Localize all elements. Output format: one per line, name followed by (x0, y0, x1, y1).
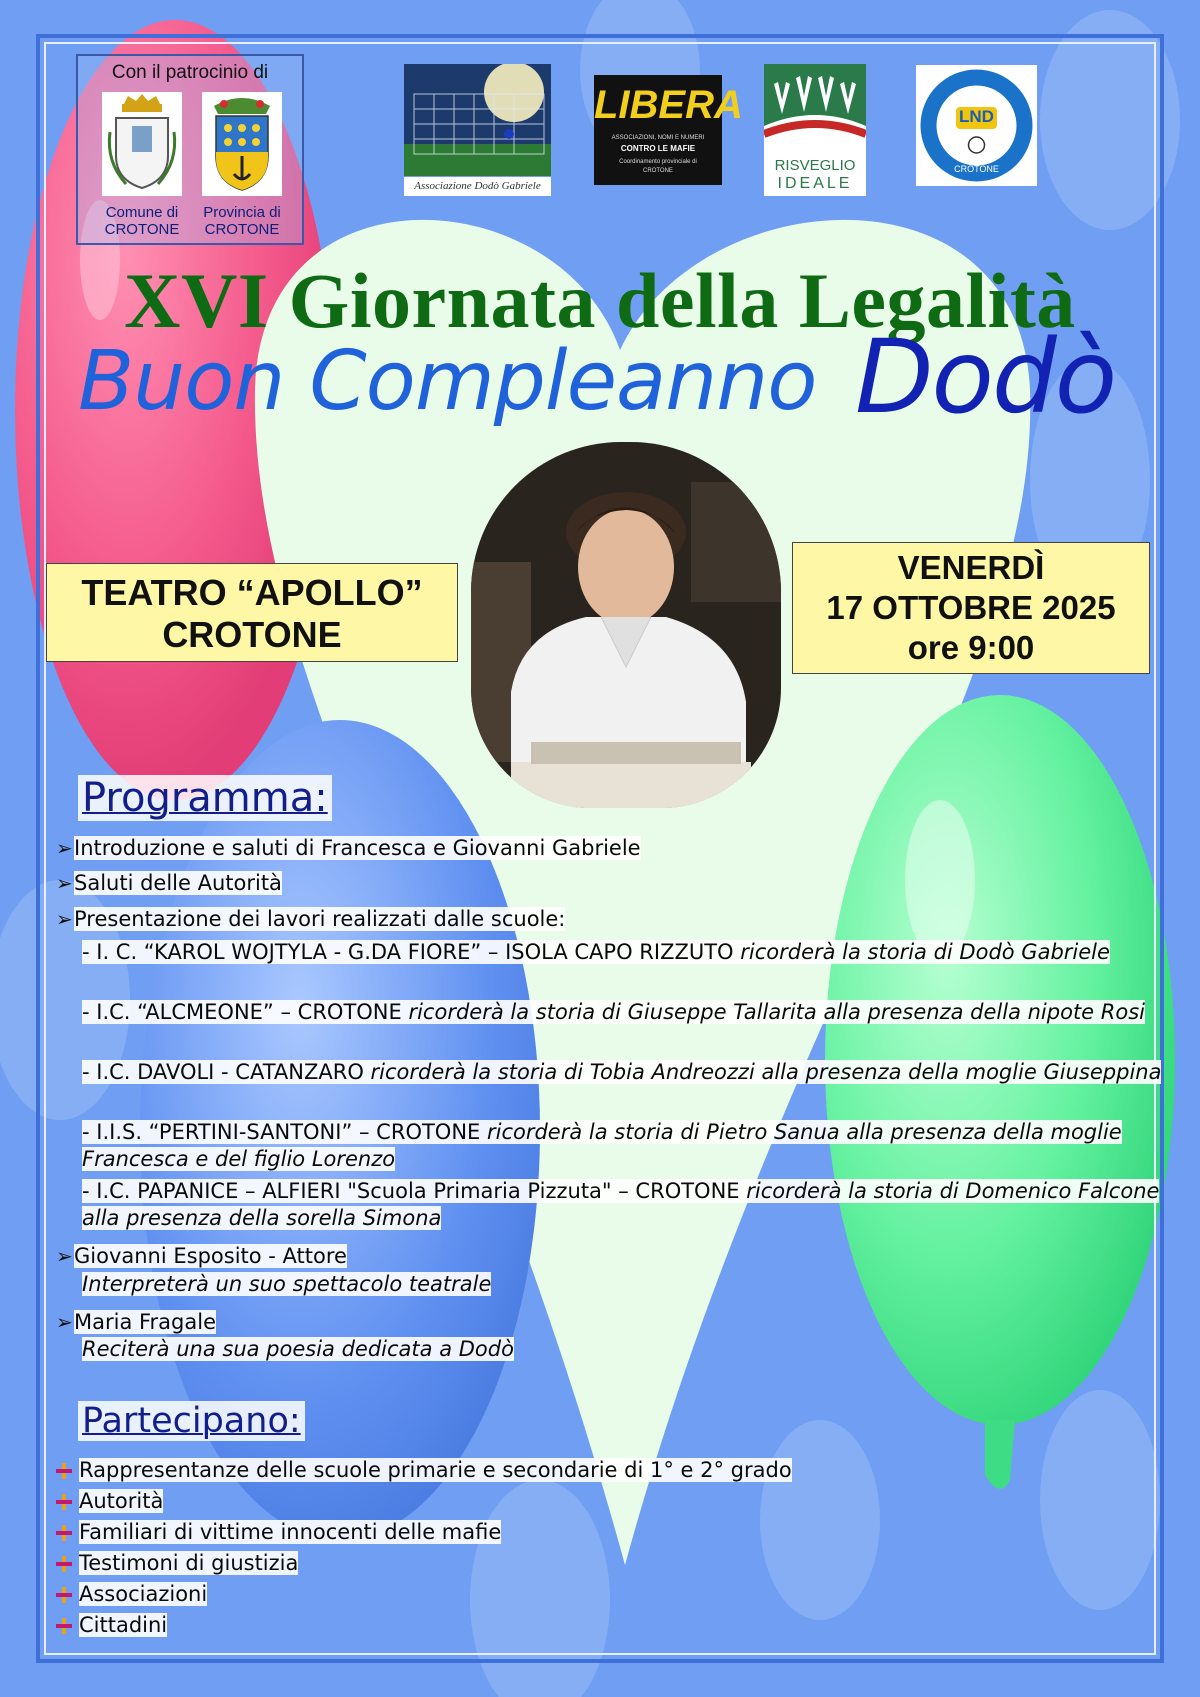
people-figures-icon (764, 64, 866, 154)
risveglio-ideale-logo (764, 64, 866, 196)
school-note: ricorderà la storia di Giuseppe Tallarita alla presenza della nipote Rosi (408, 1000, 1145, 1024)
school-note: ricorderà la storia di Domenico Falcone alla presenza della sorella Simona (82, 1179, 1160, 1230)
programma-item-text: Saluti delle Autorità (74, 871, 282, 895)
date-day: VENERDÌ (897, 549, 1045, 586)
partecipano-text: Cittadini (79, 1613, 168, 1637)
event-subtitle: Buon Compleanno (78, 334, 817, 429)
libera-logo (594, 75, 743, 185)
guest-note-text: Reciterà una sua poesia dedicata a Dodò (82, 1337, 514, 1361)
partecipano-item (56, 1613, 167, 1637)
partecipano-item (56, 1551, 298, 1575)
event-subtitle-name: Dodò (855, 318, 1116, 437)
comune-crotone-crest (102, 92, 182, 196)
lnd-city: CROTONE (954, 164, 999, 174)
risveglio-line2: IDEALE (777, 175, 853, 192)
school-note: ricorderà la storia di Dodò Gabriele (740, 940, 1110, 964)
guest-item (56, 1244, 347, 1268)
provincia-line2: CROTONE (204, 221, 280, 238)
risveglio-line1: RISVEGLIO (774, 157, 856, 174)
programma-item-text: Presentazione dei lavori realizzati dalle scuole: (74, 907, 566, 931)
school-name: - I.C. “ALCMEONE” – CROTONE (82, 1000, 409, 1024)
partecipano-item (56, 1458, 792, 1482)
venue-box (46, 563, 458, 662)
programma-item-text: Introduzione e saluti di Francesca e Giovanni Gabriele (74, 836, 641, 860)
school-item (82, 1059, 1162, 1086)
partecipano-item (56, 1489, 163, 1513)
provincia-caption (187, 204, 297, 238)
guest-note (82, 1336, 1162, 1363)
partecipano-text: Testimoni di giustizia (79, 1551, 299, 1575)
programma-item (56, 836, 641, 860)
plus-bullet-icon (56, 1525, 72, 1541)
school-note: ricorderà la storia di Pietro Sanua alla presenza della moglie Francesca e del figlio Lorenzo (82, 1120, 1122, 1171)
event-title: XVI Giornata della Legalità (124, 257, 1076, 344)
partecipano-heading: Partecipano: (78, 1401, 305, 1441)
lnd-wordmark: LND (959, 107, 994, 126)
plus-bullet-icon (56, 1587, 72, 1603)
venue-line1: TEATRO “APOLLO” (81, 572, 423, 613)
guest-item (56, 1310, 216, 1334)
comune-caption (87, 204, 197, 238)
patronage-box (76, 54, 304, 245)
guest-note-text: Interpreterà un suo spettacolo teatrale (82, 1272, 492, 1296)
arrow-bullet-icon: ➢ (56, 836, 73, 860)
school-item (82, 939, 1162, 966)
programma-item (56, 871, 282, 895)
associazione-dodo-logo (404, 64, 551, 196)
guest-name: Maria Fragale (74, 1310, 217, 1334)
patronage-title: Con il patrocinio di (111, 62, 269, 83)
provincia-line1: Provincia di (203, 204, 281, 221)
libera-subtitle3: Coordinamento provinciale di (619, 159, 697, 165)
comune-line1: Comune di (105, 204, 179, 221)
school-name: - I.C. PAPANICE – ALFIERI "Scuola Primaria Pizzuta" – CROTONE (82, 1179, 747, 1203)
boy-portrait-image (471, 442, 781, 808)
stadium-goal-icon (404, 64, 551, 176)
arrow-bullet-icon: ➢ (56, 871, 73, 895)
programma-item (56, 907, 565, 931)
provincia-crotone-crest (202, 92, 282, 196)
school-name: - I.I.S. “PERTINI-SANTONI” – CROTONE (82, 1120, 487, 1144)
plus-bullet-icon (56, 1463, 72, 1479)
plus-bullet-icon (56, 1494, 72, 1510)
school-name: - I. C. “KAROL WOJTYLA - G.DA FIORE” – ISOLA CAPO RIZZUTO (82, 940, 741, 964)
partecipano-text: Associazioni (79, 1582, 208, 1606)
programma-heading: Programma: (78, 775, 332, 821)
associazione-dodo-caption: Associazione Dodò Gabriele (404, 177, 551, 196)
partecipano-item (56, 1582, 207, 1606)
venue-line2: CROTONE (162, 614, 342, 655)
arrow-bullet-icon: ➢ (56, 1310, 73, 1334)
arrow-bullet-icon: ➢ (56, 1244, 73, 1268)
libera-subtitle: ASSOCIAZIONI, NOMI E NUMERI (611, 135, 705, 141)
portrait-photo (471, 442, 781, 808)
partecipano-text: Rappresentanze delle scuole primarie e secondarie di 1° e 2° grado (79, 1458, 792, 1482)
partecipano-item (56, 1520, 501, 1544)
date-full: 17 OTTOBRE 2025 (826, 589, 1116, 626)
libera-subtitle4: CROTONE (643, 168, 673, 174)
school-item (82, 999, 1162, 1026)
partecipano-text: Autorità (79, 1489, 164, 1513)
libera-subtitle2: CONTRO LE MAFIE (620, 144, 696, 153)
school-name: - I.C. DAVOLI - CATANZARO (82, 1060, 371, 1084)
school-item (82, 1178, 1162, 1232)
date-time: ore 9:00 (907, 629, 1035, 666)
plus-bullet-icon (56, 1556, 72, 1572)
date-box (792, 542, 1150, 674)
guest-name: Giovanni Esposito - Attore (74, 1244, 347, 1268)
guest-note (82, 1271, 1162, 1298)
partecipano-text: Familiari di vittime innocenti delle mafie (79, 1520, 502, 1544)
school-note: ricorderà la storia di Tobia Andreozzi alla presenza della moglie Giuseppina (370, 1060, 1162, 1084)
plus-bullet-icon (56, 1618, 72, 1634)
libera-wordmark: LIBERA (594, 83, 743, 127)
comune-line2: CROTONE (104, 221, 180, 238)
lnd-crotone-logo (916, 65, 1037, 186)
school-item (82, 1119, 1162, 1173)
arrow-bullet-icon: ➢ (56, 907, 73, 931)
